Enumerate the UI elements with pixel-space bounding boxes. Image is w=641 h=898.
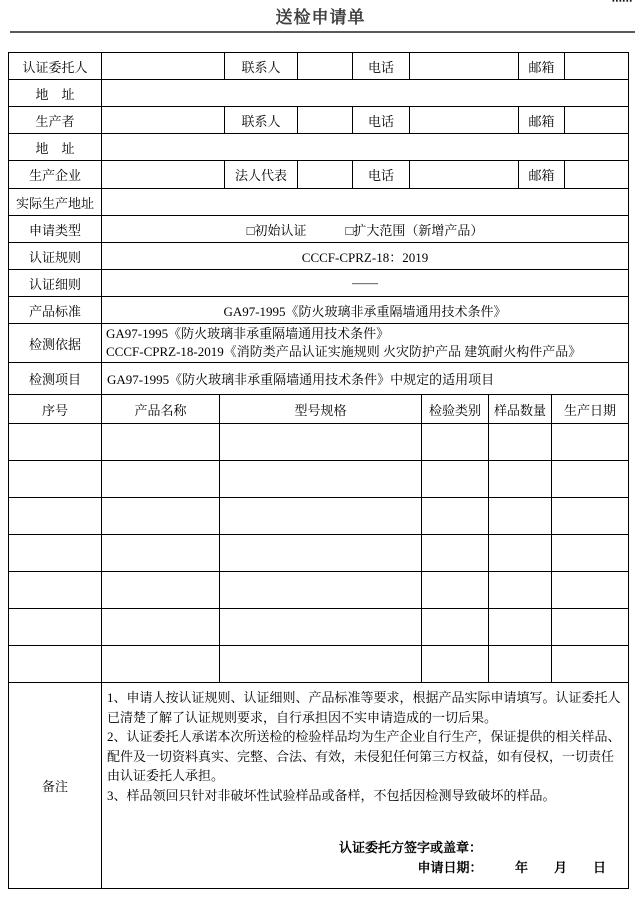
- field-applicant-email[interactable]: [565, 53, 629, 80]
- product-cell[interactable]: [552, 498, 629, 535]
- product-cell[interactable]: [552, 535, 629, 572]
- header-sample-quantity: 样品数量: [489, 395, 552, 424]
- label-producer-email: 邮箱: [519, 107, 565, 134]
- signature-block: [107, 838, 624, 878]
- label-legal-representative: 法人代表: [225, 161, 298, 189]
- product-cell[interactable]: [9, 572, 102, 609]
- product-cell[interactable]: [220, 572, 422, 609]
- product-cell[interactable]: [102, 498, 220, 535]
- value-test-items: GA97-1995《防火玻璃非承重隔墙通用技术条件》中规定的适用项目: [102, 363, 629, 395]
- product-row: [9, 498, 629, 535]
- test-basis-line-1: GA97-1995《防火玻璃非承重隔墙通用技术条件》: [106, 326, 390, 341]
- applicant-info-table: [8, 52, 629, 216]
- product-cell[interactable]: [422, 646, 489, 683]
- product-cell[interactable]: [102, 646, 220, 683]
- field-factory-email[interactable]: [565, 161, 629, 189]
- label-certification-detail: 认证细则: [9, 270, 102, 297]
- product-cell[interactable]: [9, 461, 102, 498]
- label-product-standard: 产品标准: [9, 297, 102, 324]
- label-applicant-phone: 电话: [353, 53, 410, 80]
- product-cell[interactable]: [220, 535, 422, 572]
- label-applicant-address: 地 址: [9, 80, 102, 107]
- row-producer-address: [9, 134, 629, 161]
- product-cell[interactable]: [489, 498, 552, 535]
- corner-mark: ▪▪▪▪▪▪: [612, 0, 633, 5]
- row-product-standard: [9, 297, 629, 324]
- label-applicant: 认证委托人: [9, 53, 102, 80]
- remark-item-3: 3、样品领回只针对非破坏性试验样品或备样，不包括因检测导致破坏的样品。: [107, 787, 556, 803]
- product-cell[interactable]: [422, 609, 489, 646]
- header-test-category: 检验类别: [422, 395, 489, 424]
- product-row: [9, 572, 629, 609]
- product-cell[interactable]: [422, 572, 489, 609]
- product-cell[interactable]: [422, 424, 489, 461]
- label-remark: 备注: [9, 683, 102, 889]
- row-applicant: [9, 53, 629, 80]
- page-title: 送检申请单: [275, 8, 366, 27]
- product-cell[interactable]: [102, 609, 220, 646]
- product-cell[interactable]: [102, 461, 220, 498]
- product-cell[interactable]: [552, 609, 629, 646]
- header-model-spec: 型号规格: [220, 395, 422, 424]
- label-applicant-email: 邮箱: [519, 53, 565, 80]
- product-cell[interactable]: [9, 498, 102, 535]
- label-producer: 生产者: [9, 107, 102, 134]
- product-table: [8, 394, 629, 683]
- field-production-address[interactable]: [102, 189, 629, 216]
- product-cell[interactable]: [552, 572, 629, 609]
- row-test-basis: [9, 324, 629, 363]
- row-certification-detail: [9, 270, 629, 297]
- field-applicant-contact[interactable]: [298, 53, 353, 80]
- product-cell[interactable]: [552, 646, 629, 683]
- product-cell[interactable]: [102, 572, 220, 609]
- product-cell[interactable]: [552, 461, 629, 498]
- product-cell[interactable]: [489, 535, 552, 572]
- product-cell[interactable]: [489, 572, 552, 609]
- product-cell[interactable]: [9, 646, 102, 683]
- product-cell[interactable]: [9, 424, 102, 461]
- label-producer-phone: 电话: [353, 107, 410, 134]
- remark-table: [8, 682, 629, 889]
- label-factory-phone: 电话: [353, 161, 410, 189]
- field-factory-name[interactable]: [102, 161, 225, 189]
- test-basis-line-2: CCCF-CPRZ-18-2019《消防类产品认证实施规则 火灾防护产品 建筑耐火构件产品》: [106, 344, 582, 359]
- label-test-items: 检测项目: [9, 363, 102, 395]
- product-row: [9, 646, 629, 683]
- label-factory-email: 邮箱: [519, 161, 565, 189]
- product-cell[interactable]: [489, 609, 552, 646]
- product-cell[interactable]: [9, 609, 102, 646]
- row-test-items: [9, 363, 629, 395]
- remark-content: [102, 683, 629, 889]
- row-remark: [9, 683, 629, 889]
- row-production-address: [9, 189, 629, 216]
- product-cell[interactable]: [489, 646, 552, 683]
- product-cell[interactable]: [220, 424, 422, 461]
- label-producer-address: 地 址: [9, 134, 102, 161]
- product-cell[interactable]: [422, 461, 489, 498]
- field-factory-phone[interactable]: [410, 161, 519, 189]
- label-test-basis: 检测依据: [9, 324, 102, 363]
- label-application-type: 申请类型: [9, 216, 102, 243]
- field-legal-representative[interactable]: [298, 161, 353, 189]
- label-producer-contact: 联系人: [225, 107, 298, 134]
- field-producer-contact[interactable]: [298, 107, 353, 134]
- field-applicant-name[interactable]: [102, 53, 225, 80]
- value-product-standard: GA97-1995《防火玻璃非承重隔墙通用技术条件》: [102, 297, 629, 324]
- product-cell[interactable]: [422, 535, 489, 572]
- product-cell[interactable]: [102, 424, 220, 461]
- product-cell[interactable]: [552, 424, 629, 461]
- product-cell[interactable]: [220, 461, 422, 498]
- field-applicant-address[interactable]: [102, 80, 629, 107]
- row-factory: [9, 161, 629, 189]
- product-cell[interactable]: [489, 461, 552, 498]
- label-production-address: 实际生产地址: [9, 189, 102, 216]
- product-row: [9, 461, 629, 498]
- label-certification-rule: 认证规则: [9, 243, 102, 270]
- certification-table: [8, 215, 629, 395]
- product-row: [9, 424, 629, 461]
- row-application-type: [9, 216, 629, 243]
- application-date-line[interactable]: 申请日期： 年 月 日: [417, 860, 606, 875]
- product-cell[interactable]: [102, 535, 220, 572]
- header-product-name: 产品名称: [102, 395, 220, 424]
- field-applicant-phone[interactable]: [410, 53, 519, 80]
- field-producer-email[interactable]: [565, 107, 629, 134]
- row-producer: [9, 107, 629, 134]
- product-table-header: [9, 395, 629, 424]
- product-cell[interactable]: [489, 424, 552, 461]
- application-type-options[interactable]: □初始认证 □扩大范围（新增产品）: [102, 216, 629, 243]
- row-certification-rule: [9, 243, 629, 270]
- product-cell[interactable]: [220, 646, 422, 683]
- field-producer-address[interactable]: [102, 134, 629, 161]
- product-row: [9, 609, 629, 646]
- product-row: [9, 535, 629, 572]
- value-certification-detail: ——: [102, 270, 629, 297]
- product-cell[interactable]: [9, 535, 102, 572]
- signature-label[interactable]: 认证委托方签字或盖章：: [338, 840, 482, 855]
- header-production-date: 生产日期: [552, 395, 629, 424]
- title-divider: [10, 31, 635, 33]
- value-certification-rule: CCCF-CPRZ-18：2019: [102, 243, 629, 270]
- product-cell[interactable]: [220, 609, 422, 646]
- product-cell[interactable]: [422, 498, 489, 535]
- row-applicant-address: [9, 80, 629, 107]
- value-test-basis: [102, 324, 629, 363]
- field-producer-name[interactable]: [102, 107, 225, 134]
- remark-item-2: 2、认证委托人承诺本次所送检的检验样品均为生产企业自行生产，保证提供的相关样品、配件及一切资料真实、完整、合法、有效，未侵犯任何第三方权益，如有侵权，一切责任由认证委托人承担。: [107, 729, 621, 783]
- product-cell[interactable]: [220, 498, 422, 535]
- label-applicant-contact: 联系人: [225, 53, 298, 80]
- header-serial-number: 序号: [9, 395, 102, 424]
- field-producer-phone[interactable]: [410, 107, 519, 134]
- label-factory: 生产企业: [9, 161, 102, 189]
- remark-item-1: 1、申请人按认证规则、认证细则、产品标准等要求，根据产品实际申请填写。认证委托人已清楚了解了认证规则要求，自行承担因不实申请造成的一切后果。: [107, 690, 621, 725]
